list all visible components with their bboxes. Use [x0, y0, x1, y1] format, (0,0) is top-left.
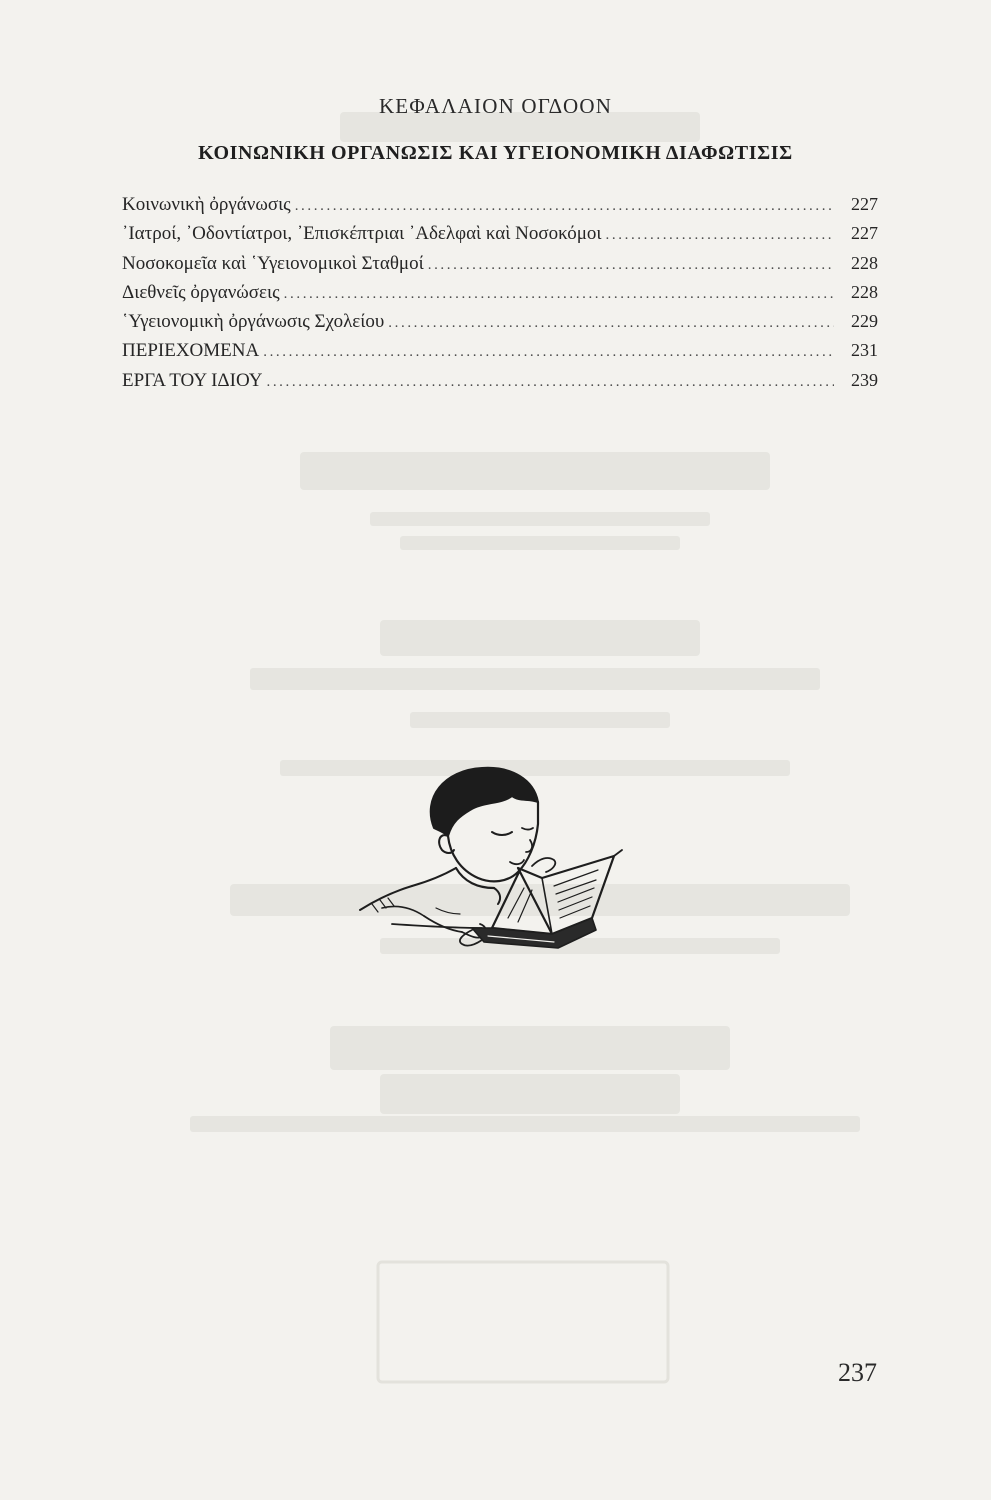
toc-entry-label: Νοσοκομεῖα καὶ ῾Υγειονομικοὶ Σταθμοί: [122, 252, 424, 274]
toc-entry-page: 228: [851, 252, 878, 273]
table-of-contents: [122, 190, 878, 395]
toc-leader-dots: [284, 280, 834, 309]
toc-entry[interactable]: [122, 219, 878, 248]
toc-entry[interactable]: [122, 278, 878, 307]
toc-entry-label: ᾿Ιατροί, ᾿Οδοντίατροι, ᾿Επισκέπτριαι ᾿Αδελφαὶ καὶ Νοσοκόμοι: [122, 223, 602, 245]
toc-entry[interactable]: [122, 307, 878, 336]
toc-entry-page: 231: [851, 340, 878, 361]
toc-leader-dots: [263, 338, 834, 367]
toc-entry-page: 227: [851, 223, 878, 244]
toc-entry[interactable]: [122, 190, 878, 219]
page-number: 237: [838, 1358, 877, 1387]
toc-leader-dots: [428, 251, 834, 280]
child-reading-book-icon: [352, 758, 642, 968]
toc-entry[interactable]: [122, 366, 878, 395]
toc-entry-page: 228: [851, 281, 878, 302]
toc-entry[interactable]: [122, 249, 878, 278]
toc-entry-page: 227: [851, 194, 878, 214]
toc-entry-label: Κοινωνικὴ ὀργάνωσις: [122, 194, 291, 215]
toc-entry-label: ΠΕΡΙΕΧΟΜΕΝΑ: [122, 340, 260, 362]
toc-entry-label: ΕΡΓΑ ΤΟΥ ΙΔΙΟΥ: [122, 369, 263, 391]
toc-entry-page: 229: [851, 311, 878, 332]
toc-leader-dots: [295, 192, 834, 221]
toc-entry[interactable]: [122, 336, 878, 365]
toc-entry-label: Διεθνεῖς ὀργανώσεις: [122, 281, 280, 303]
chapter-title: ΚΟΙΝΩΝΙΚΗ ΟΡΓΑΝΩΣΙΣ ΚΑΙ ΥΓΕΙΟΝΟΜΙΚΗ ΔΙΑΦΩΤΙΣΙΣ: [198, 142, 793, 164]
chapter-heading: ΚΕΦΑΛΑΙΟΝ ΟΓΔΟΟΝ: [378, 94, 613, 118]
toc-leader-dots: [266, 368, 834, 397]
toc-entry-label: ῾Υγειονομικὴ ὀργάνωσις Σχολείου: [122, 311, 385, 333]
toc-leader-dots: [606, 221, 834, 250]
toc-leader-dots: [388, 309, 834, 338]
toc-entry-page: 239: [851, 369, 878, 390]
